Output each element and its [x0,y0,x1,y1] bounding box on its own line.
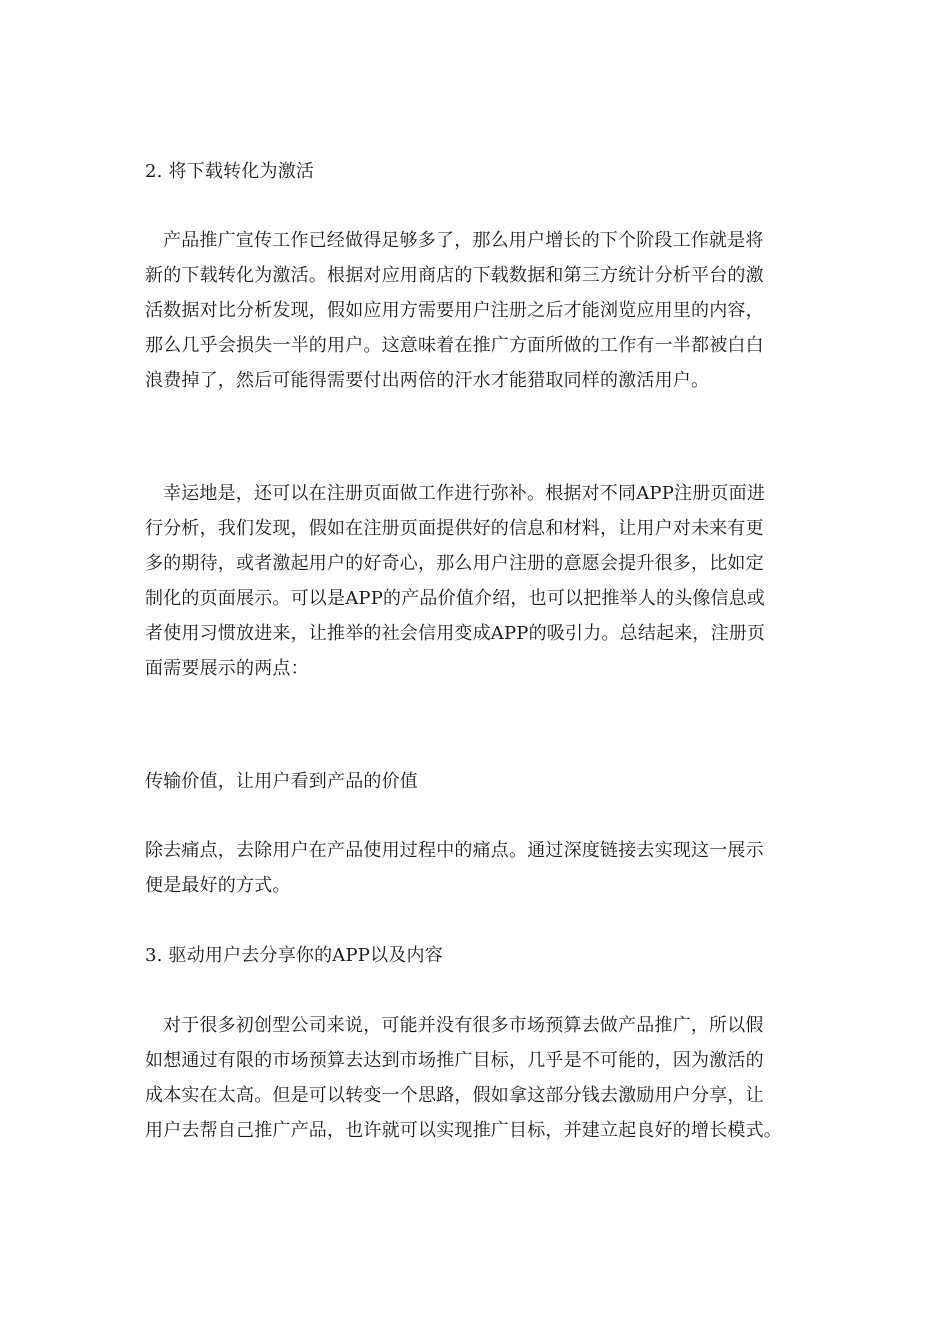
paragraph-line: 活数据对比分析发现，假如应用方需要用户注册之后才能浏览应用里的内容， [145,300,764,321]
paragraph-line: 幸运地是，还可以在注册页面做工作进行弥补。根据对不同APP注册页面进 [163,483,766,504]
paragraph-line: 用户去帮自己推广产品，也许就可以实现推广目标，并建立起良好的增长模式。 [145,1120,782,1141]
section-heading-2: 2. 将下载转化为激活 [145,161,315,182]
paragraph-line: 如想通过有限的市场预算去达到市场推广目标，几乎是不可能的，因为激活的 [145,1050,764,1071]
paragraph-line: 行分析，我们发现，假如在注册页面提供好的信息和材料，让用户对未来有更 [145,518,764,539]
paragraph-line: 对于很多初创型公司来说，可能并没有很多市场预算去做产品推广，所以假 [163,1015,764,1036]
paragraph-line: 成本实在太高。但是可以转变一个思路，假如拿这部分钱去激励用户分享，让 [145,1085,764,1106]
paragraph-line: 便是最好的方式。 [145,875,291,896]
section-heading-3: 3. 驱动用户去分享你的APP以及内容 [145,945,443,966]
paragraph-line: 者使用习惯放进来，让推举的社会信用变成APP的吸引力。总结起来，注册页 [145,623,766,644]
paragraph-line: 制化的页面展示。可以是APP的产品价值介绍，也可以把推举人的头像信息或 [145,588,766,609]
paragraph-line: 面需要展示的两点： [145,658,309,679]
paragraph-line: 浪费掉了，然后可能得需要付出两倍的汗水才能猎取同样的激活用户。 [145,370,710,391]
point-one: 传输价值，让用户看到产品的价值 [145,771,418,792]
paragraph-line: 那么几乎会损失一半的用户。这意味着在推广方面所做的工作有一半都被白白 [145,335,764,356]
paragraph-line: 除去痛点，去除用户在产品使用过程中的痛点。通过深度链接去实现这一展示 [145,840,764,861]
paragraph-line: 新的下载转化为激活。根据对应用商店的下载数据和第三方统计分析平台的激 [145,265,764,286]
paragraph-line: 产品推广宣传工作已经做得足够多了，那么用户增长的下个阶段工作就是将 [163,230,764,251]
paragraph-line: 多的期待，或者激起用户的好奇心，那么用户注册的意愿会提升很多，比如定 [145,553,764,574]
